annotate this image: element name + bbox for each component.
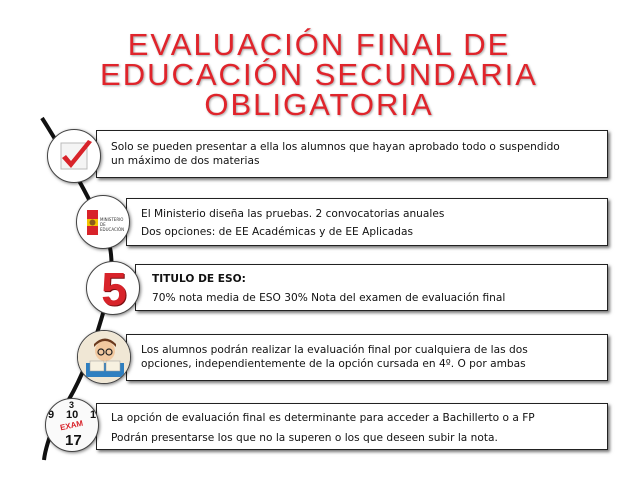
- item-box-5: [96, 403, 608, 450]
- title-line-3: OBLIGATORIA: [204, 87, 434, 122]
- item-5-text-line-2: Podrán presentarse los que no la superen o los que deseen subir la nota.: [111, 432, 498, 444]
- item-4-icon-circle: [77, 330, 131, 384]
- item-1-icon-circle: [47, 129, 101, 183]
- clock-number-17: 17: [65, 432, 82, 449]
- clock-number-1: 1: [90, 409, 97, 421]
- student-reading-icon: [78, 331, 131, 384]
- item-box-4: [126, 334, 608, 381]
- item-4-text-line-2: opciones, independientemente de la opción cursada en 4º. O por ambas: [141, 358, 526, 370]
- item-box-3: [135, 264, 608, 311]
- item-1-text-line-1: Solo se pueden presentar a ella los alumnos que hayan aprobado todo o suspendido: [111, 141, 560, 153]
- item-2-icon-circle: [76, 195, 130, 249]
- clock-number-3: 3: [69, 400, 75, 410]
- item-5-icon-circle: [45, 398, 99, 452]
- exam-clock-icon: [46, 399, 99, 452]
- item-3-text-line-1: 70% nota media de ESO 30% Nota del examen de evaluación final: [152, 292, 506, 304]
- item-box-1: [96, 130, 608, 178]
- item-2-text-line-2: Dos opciones: de EE Académicas y de EE Aplicadas: [141, 226, 414, 238]
- item-4-text-line-1: Los alumnos podrán realizar la evaluación final por cualquiera de las dos: [141, 344, 528, 356]
- title-line-1: EVALUACIÓN FINAL DE: [127, 27, 511, 62]
- clock-number-10: 10: [66, 409, 79, 421]
- item-5-text-line-1: La opción de evaluación final es determinante para acceder a Bachillerto o a FP: [111, 412, 535, 424]
- item-3-icon-circle: [86, 261, 140, 315]
- number-five-icon: 5: [101, 263, 127, 315]
- item-box-2: [126, 198, 608, 246]
- ministerio-logo-text: MINISTERIO DE EDUCACIÓN: [100, 217, 125, 232]
- clock-number-9: 9: [48, 409, 55, 421]
- item-1-text-line-2: un máximo de dos materias: [111, 155, 260, 167]
- exam-label: EXAM: [59, 418, 84, 433]
- title-line-2: EDUCACIÓN SECUNDARIA: [100, 57, 538, 92]
- checkmark-icon: [48, 130, 101, 183]
- item-2-text-line-1: El Ministerio diseña las pruebas. 2 convocatorias anuales: [141, 208, 445, 220]
- item-3-heading: TITULO DE ESO:: [152, 273, 246, 285]
